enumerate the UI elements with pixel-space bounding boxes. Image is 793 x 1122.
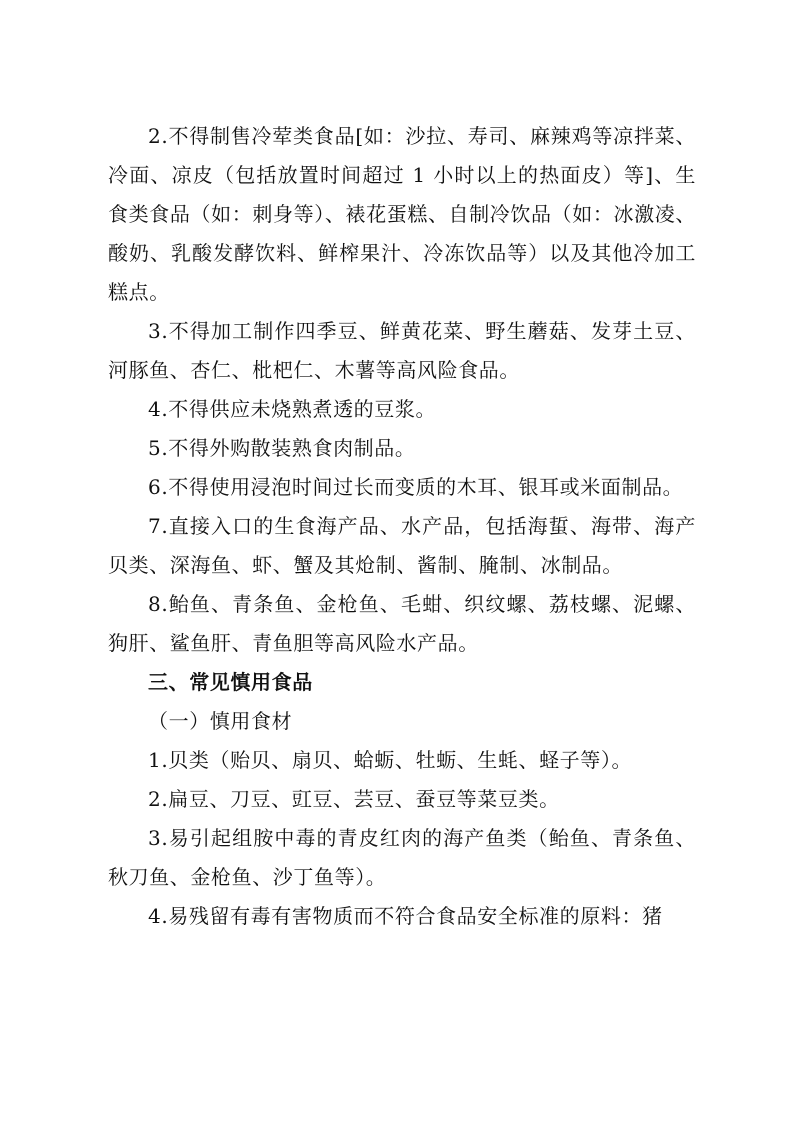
paragraph-item-7: 7.直接入口的生食海产品、水产品，包括海蜇、海带、海产贝类、深海鱼、虾、蟹及其炝制、酱制、腌制、冰制品。 (108, 514, 696, 577)
paragraph-item-3: 3.不得加工制作四季豆、鲜黄花菜、野生蘑菇、发芽土豆、河豚鱼、杏仁、枇杷仁、木薯等高风险食品。 (108, 319, 696, 382)
caution-item-2: 2.扁豆、刀豆、豇豆、芸豆、蚕豆等菜豆类。 (148, 787, 560, 811)
paragraph-item-4: 4.不得供应未烧熟煮透的豆浆。 (148, 397, 437, 421)
paragraph-item-5: 5.不得外购散装熟食肉制品。 (148, 436, 416, 460)
paragraph-item-6: 6.不得使用浸泡时间过长而变质的木耳、银耳或米面制品。 (148, 475, 684, 499)
paragraph-item-8: 8.鲐鱼、青条鱼、金枪鱼、毛蚶、织纹螺、荔枝螺、泥螺、狗肝、鲨鱼肝、青鱼胆等高风险水产品。 (108, 592, 696, 655)
subsection-heading-1: （一）慎用食材 (148, 709, 293, 733)
section-heading-3: 三、常见慎用食品 (148, 670, 313, 694)
caution-item-4: 4.易残留有毒有害物质而不符合食品安全标准的原料：猪 (148, 904, 663, 928)
document-body (108, 117, 696, 936)
caution-item-3: 3.易引起组胺中毒的青皮红肉的海产鱼类（鲐鱼、青条鱼、秋刀鱼、金枪鱼、沙丁鱼等）。 (108, 826, 696, 889)
caution-item-1: 1.贝类（贻贝、扇贝、蛤蛎、牡蛎、生蚝、蛏子等）。 (148, 748, 633, 772)
paragraph-item-2: 2.不得制售冷荤类食品[如：沙拉、寿司、麻辣鸡等凉拌菜、冷面、凉皮（包括放置时间超过 1 小时以上的热面皮）等]、生食类食品（如：刺身等）、裱花蛋糕、自制冷饮品（如：冰激凌、酸奶、乳酸发酵饮料、鲜榨果汁、冷冻饮品等）以及其他冷加工糕点。 (108, 124, 696, 304)
